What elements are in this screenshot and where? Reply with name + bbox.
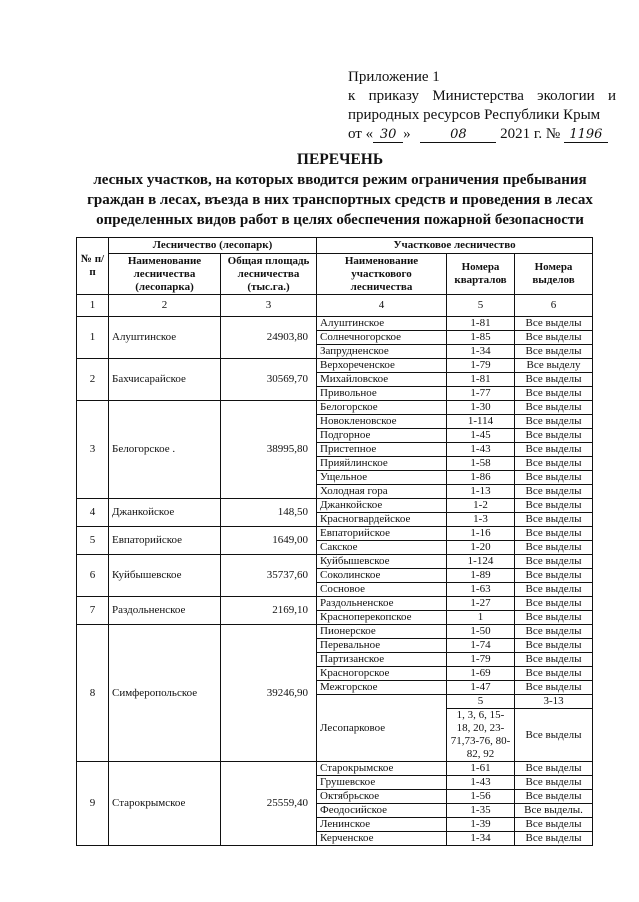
sections: Все выделы	[515, 555, 593, 569]
forestry-area: 39246,90	[221, 625, 317, 762]
table-row	[77, 625, 593, 639]
sections: Все выделы	[515, 681, 593, 695]
sections: Все выделы	[515, 373, 593, 387]
forest-sections-table	[76, 237, 593, 846]
table-row	[77, 527, 593, 541]
title-line-2: граждан в лесах, въезда в них транспортных средств и проведения в лесах	[87, 192, 593, 208]
table-row	[77, 359, 593, 373]
district-name: Сосновое	[317, 583, 447, 597]
appendix-line2: к приказу Министерства экологии и	[348, 88, 616, 104]
sections: Все выделу	[515, 359, 593, 373]
quarters: 1-2	[447, 499, 515, 513]
district-name: Партизанское	[317, 653, 447, 667]
header-num: № п/п	[77, 238, 109, 295]
sections: Все выделы	[515, 317, 593, 331]
sections: Все выделы.	[515, 804, 593, 818]
quarters: 1-27	[447, 597, 515, 611]
quarters: 1-43	[447, 776, 515, 790]
district-name: Евпаторийское	[317, 527, 447, 541]
quarters: 1-30	[447, 401, 515, 415]
district-name: Керченское	[317, 832, 447, 846]
table-row	[77, 317, 593, 331]
sections: Все выделы	[515, 401, 593, 415]
table-row	[77, 499, 593, 513]
handwritten-day: 30	[373, 127, 403, 143]
district-name: Пристепное	[317, 443, 447, 457]
quarters: 1-50	[447, 625, 515, 639]
district-name: Раздольненское	[317, 597, 447, 611]
quarters: 5	[447, 695, 515, 709]
header-forestry-name: Наименование лесничества (лесопарка)	[109, 254, 221, 295]
sections: Все выделы	[515, 762, 593, 776]
quarters: 1-34	[447, 832, 515, 846]
sections: Все выделы	[515, 457, 593, 471]
table-row	[77, 597, 593, 611]
header-forestry-group: Лесничество (лесопарк)	[109, 238, 317, 254]
sections: Все выделы	[515, 569, 593, 583]
forestry-area: 1649,00	[221, 527, 317, 555]
header-district-group: Участковое лесничество	[317, 238, 593, 254]
quarters: 1-39	[447, 818, 515, 832]
column-number-row: 1 2 3 4 5 6	[77, 295, 593, 317]
forestry-name: Раздольненское	[109, 597, 221, 625]
sections: Все выделы	[515, 667, 593, 681]
table-row	[77, 762, 593, 776]
sections: Все выделы	[515, 818, 593, 832]
district-name: Старокрымское	[317, 762, 447, 776]
sections: Все выделы	[515, 597, 593, 611]
forestry-area: 38995,80	[221, 401, 317, 499]
row-number: 5	[77, 527, 109, 555]
forestry-area: 2169,10	[221, 597, 317, 625]
handwritten-number: 1196	[564, 127, 608, 143]
quarters: 1-79	[447, 653, 515, 667]
forestry-area: 25559,40	[221, 762, 317, 846]
district-name: Джанкойское	[317, 499, 447, 513]
appendix-block	[348, 68, 616, 144]
quarters: 1-13	[447, 485, 515, 499]
sections: Все выделы	[515, 513, 593, 527]
title-heading: ПЕРЕЧЕНЬ	[296, 151, 384, 168]
header-quarters: Номера кварталов	[447, 254, 515, 295]
sections: Все выделы	[515, 471, 593, 485]
sections: Все выделы	[515, 443, 593, 457]
district-name: Прияйлинское	[317, 457, 447, 471]
quarters: 1, 3, 6, 15-18, 20, 23-71,73-76, 80-82, 92	[447, 709, 515, 762]
quarters: 1-3	[447, 513, 515, 527]
district-name: Михайловское	[317, 373, 447, 387]
sections: Все выделы	[515, 429, 593, 443]
table-row	[77, 401, 593, 415]
forestry-name: Симферопольское	[109, 625, 221, 762]
district-name: Подгорное	[317, 429, 447, 443]
sections: Все выделы	[515, 527, 593, 541]
district-name: Красногорское	[317, 667, 447, 681]
sections: Все выделы	[515, 331, 593, 345]
district-name: Перевальное	[317, 639, 447, 653]
appendix-line3: природных ресурсов Республики Крым	[348, 107, 601, 123]
row-number: 2	[77, 359, 109, 401]
quarters: 1-16	[447, 527, 515, 541]
forestry-area: 148,50	[221, 499, 317, 527]
handwritten-month: 08	[420, 127, 496, 143]
quarters: 1-74	[447, 639, 515, 653]
district-name: Красноперекопское	[317, 611, 447, 625]
sections: Все выделы	[515, 790, 593, 804]
row-number: 8	[77, 625, 109, 762]
sections: Все выделы	[515, 653, 593, 667]
quarters: 1-85	[447, 331, 515, 345]
forestry-name: Куйбышевское	[109, 555, 221, 597]
district-name: Запрудненское	[317, 345, 447, 359]
district-name: Новокленовское	[317, 415, 447, 429]
quarters: 1-114	[447, 415, 515, 429]
title-line-3: определенных видов работ в целях обеспечения пожарной безопасности	[96, 212, 584, 228]
district-name: Межгорское	[317, 681, 447, 695]
quarters: 1-61	[447, 762, 515, 776]
district-name: Холодная гора	[317, 485, 447, 499]
quarters: 1-35	[447, 804, 515, 818]
row-number: 7	[77, 597, 109, 625]
district-name: Ущельное	[317, 471, 447, 485]
sections: Все выделы	[515, 415, 593, 429]
year-label: 2021 г. №	[500, 126, 561, 142]
sections: Все выделы	[515, 611, 593, 625]
appendix-date-line: от « 30 » 08 2021 г. № 1196	[348, 125, 616, 144]
table-row	[77, 555, 593, 569]
quarters: 1	[447, 611, 515, 625]
forestry-name: Джанкойское	[109, 499, 221, 527]
forestry-area: 24903,80	[221, 317, 317, 359]
district-name: Куйбышевское	[317, 555, 447, 569]
district-name: Красногвардейское	[317, 513, 447, 527]
row-number: 9	[77, 762, 109, 846]
district-name: Пионерское	[317, 625, 447, 639]
district-name: Октябрьское	[317, 790, 447, 804]
quarters: 1-124	[447, 555, 515, 569]
district-name: Сакское	[317, 541, 447, 555]
forestry-name: Белогорское .	[109, 401, 221, 499]
header-area: Общая площадь лесничества (тыс.га.)	[221, 254, 317, 295]
quarters: 1-81	[447, 373, 515, 387]
district-name: Лесопарковое	[317, 695, 447, 762]
appendix-title: Приложение 1	[348, 69, 440, 85]
forestry-area: 30569,70	[221, 359, 317, 401]
sections: Все выделы	[515, 485, 593, 499]
district-name: Ленинское	[317, 818, 447, 832]
quarters: 1-89	[447, 569, 515, 583]
sections: Все выделы	[515, 709, 593, 762]
quarters: 1-47	[447, 681, 515, 695]
forestry-name: Алуштинское	[109, 317, 221, 359]
row-number: 4	[77, 499, 109, 527]
quarters: 1-77	[447, 387, 515, 401]
district-name: Солнечногорское	[317, 331, 447, 345]
table-body	[77, 317, 593, 846]
forestry-area: 35737,60	[221, 555, 317, 597]
district-name: Верхореченское	[317, 359, 447, 373]
forestry-name: Старокрымское	[109, 762, 221, 846]
sections: Все выделы	[515, 345, 593, 359]
sections: Все выделы	[515, 583, 593, 597]
quarters: 1-56	[447, 790, 515, 804]
document-title	[60, 150, 620, 230]
district-name: Алуштинское	[317, 317, 447, 331]
sections: Все выделы	[515, 639, 593, 653]
district-name: Привольное	[317, 387, 447, 401]
forestry-name: Бахчисарайское	[109, 359, 221, 401]
row-number: 1	[77, 317, 109, 359]
quarters: 1-69	[447, 667, 515, 681]
quarters: 1-79	[447, 359, 515, 373]
header-district-name: Наименование участкового лесничества	[317, 254, 447, 295]
district-name: Соколинское	[317, 569, 447, 583]
quarters: 1-43	[447, 443, 515, 457]
quarters: 1-58	[447, 457, 515, 471]
quarters: 1-45	[447, 429, 515, 443]
quarters: 1-20	[447, 541, 515, 555]
quarters: 1-63	[447, 583, 515, 597]
quarters: 1-81	[447, 317, 515, 331]
district-name: Грушевское	[317, 776, 447, 790]
quarters: 1-34	[447, 345, 515, 359]
sections: Все выделы	[515, 776, 593, 790]
quarters: 1-86	[447, 471, 515, 485]
forestry-name: Евпаторийское	[109, 527, 221, 555]
district-name: Феодосийское	[317, 804, 447, 818]
sections: Все выделы	[515, 625, 593, 639]
header-sections: Номера выделов	[515, 254, 593, 295]
sections: Все выделы	[515, 499, 593, 513]
row-number: 6	[77, 555, 109, 597]
sections: Все выделы	[515, 541, 593, 555]
title-line-1: лесных участков, на которых вводится режим ограничения пребывания	[93, 172, 587, 188]
sections: 3-13	[515, 695, 593, 709]
sections: Все выделы	[515, 832, 593, 846]
sections: Все выделы	[515, 387, 593, 401]
row-number: 3	[77, 401, 109, 499]
district-name: Белогорское	[317, 401, 447, 415]
